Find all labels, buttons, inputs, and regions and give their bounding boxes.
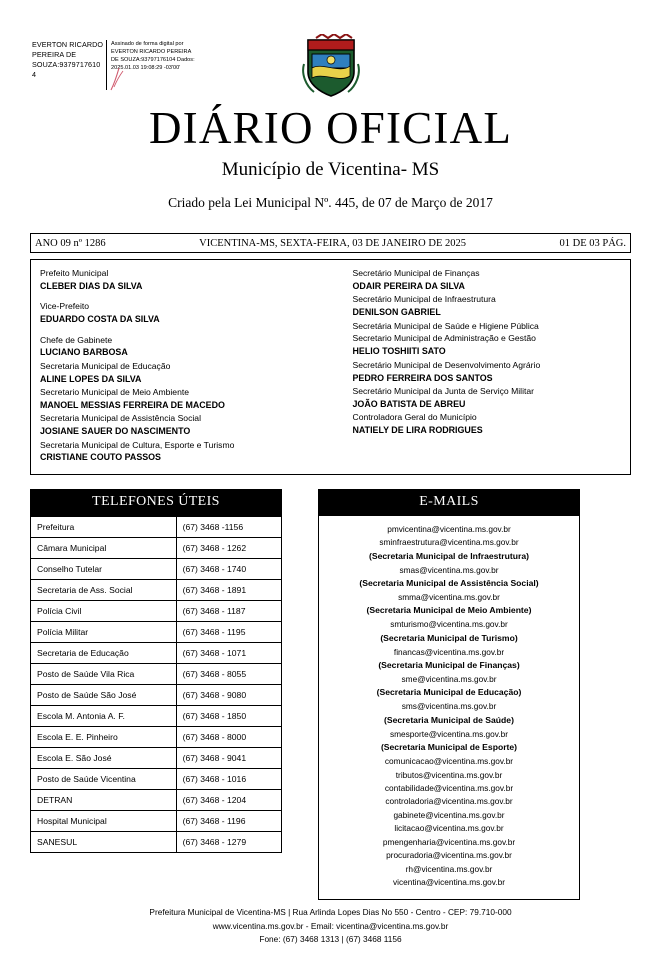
phone-number: (67) 3468 - 1187 (176, 600, 281, 621)
official-name: JOSIANE SAUER DO NASCIMENTO (40, 426, 191, 437)
official-role: Secretaria Municipal de Assistência Social (40, 413, 201, 424)
signature-divider (106, 40, 107, 90)
phone-number: (67) 3468 - 1016 (176, 768, 281, 789)
document-page (0, 34, 661, 969)
official-role: Secretário Municipal da Junta de Serviço Militar (352, 385, 535, 396)
municipal-crest-icon (302, 34, 360, 100)
emails-list (318, 516, 580, 901)
official-role: Vice-Prefeito (40, 301, 90, 312)
official-role: Secretario Municipal de Meio Ambiente (40, 387, 190, 397)
issue-date: VICENTINA-MS, SEXTA-FEIRA, 03 DE JANEIRO DE 2025 (199, 237, 467, 249)
phone-label: Posto de Saúde Vicentina (31, 768, 177, 789)
email-address[interactable]: controladoria@vicentina.ms.gov.br (385, 796, 513, 807)
email-address[interactable]: procuradoria@vicentina.ms.gov.br (386, 850, 512, 861)
phone-number: (67) 3468 - 1850 (176, 705, 281, 726)
phone-number: (67) 3468 - 9080 (176, 684, 281, 705)
email-address[interactable]: sminfraestrutura@vicentina.ms.gov.br (379, 537, 519, 548)
table-row (31, 663, 282, 684)
phone-label: Posto de Saúde Vila Rica (31, 663, 177, 684)
email-address[interactable]: vicentina@vicentina.ms.gov.br (392, 877, 506, 887)
phone-number: (67) 3468 - 1204 (176, 789, 281, 810)
email-address[interactable]: comunicacao@vicentina.ms.gov.br (384, 756, 514, 767)
table-row (31, 684, 282, 705)
email-address[interactable]: tributos@vicentina.ms.gov.br (395, 769, 503, 780)
page-title: DIÁRIO OFICIAL (148, 103, 513, 153)
official-name: HELIO TOSHIITI SATO (352, 346, 446, 357)
phone-number: (67) 3468 - 1195 (176, 621, 281, 642)
officials-box (30, 259, 631, 475)
official-name: MANOEL MESSIAS FERREIRA DE MACEDO (40, 399, 225, 410)
phone-label: Escola E. São José (31, 747, 177, 768)
table-row (31, 705, 282, 726)
phones-panel-title: TELEFONES ÚTEIS (30, 489, 282, 516)
email-address[interactable]: financas@vicentina.ms.gov.br (393, 646, 505, 657)
officials-left-column (40, 267, 331, 465)
emails-panel-title: E-MAILS (318, 489, 580, 516)
table-row (31, 831, 282, 852)
digital-signature-block (32, 40, 282, 90)
phone-number: (67) 3468 - 8055 (176, 663, 281, 684)
table-row (31, 642, 282, 663)
phone-number: (67) 3468 - 8000 (176, 726, 281, 747)
phone-number: (67) 3468 - 9041 (176, 747, 281, 768)
phone-label: DETRAN (31, 789, 177, 810)
email-address[interactable]: smas@vicentina.ms.gov.br (399, 564, 499, 575)
emails-panel (318, 489, 580, 901)
issue-bar (30, 233, 631, 253)
official-role: Secretaria Municipal de Educação (40, 360, 171, 371)
email-address[interactable]: smesporte@vicentina.ms.gov.br (389, 728, 509, 739)
table-row (31, 747, 282, 768)
phone-number: (67) 3468 - 1262 (176, 537, 281, 558)
official-role: Secretario Municipal de Administração e Gestão (352, 333, 536, 344)
phone-label: Hospital Municipal (31, 810, 177, 831)
official-role: Secretário Municipal de Infraestrutura (352, 294, 496, 305)
phone-label: Polícia Militar (31, 621, 177, 642)
official-role: Secretaria Municipal de Cultura, Esporte e Turismo (40, 439, 235, 450)
email-department-label: (Secretaria Municipal de Educação) (376, 687, 522, 698)
signature-name: EVERTON RICARDO PEREIRA DE SOUZA:93797176104 (32, 40, 104, 79)
official-name: JOÃO BATISTA DE ABREU (352, 398, 466, 409)
email-department-label: (Secretaria Municipal de Infraestrutura) (369, 550, 529, 561)
email-department-label: (Secretaria Municipal de Finanças) (378, 660, 520, 671)
phone-number: (67) 3468 -1156 (176, 516, 281, 537)
table-row (31, 789, 282, 810)
phone-label: Câmara Municipal (31, 537, 177, 558)
officials-right-column (331, 267, 622, 465)
official-name: NATIELY DE LIRA RODRIGUES (352, 425, 483, 436)
phone-number: (67) 3468 - 1196 (176, 810, 281, 831)
email-department-label: (Secretaria Municipal de Esporte) (380, 742, 518, 753)
email-address[interactable]: gabinete@vicentina.ms.gov.br (393, 809, 505, 820)
phone-label: Escola M. Antonia A. F. (31, 705, 177, 726)
phone-label: Secretaria de Ass. Social (31, 579, 177, 600)
email-department-label: (Secretaria Municipal de Turismo) (380, 632, 518, 643)
official-name: CLEBER DIAS DA SILVA (40, 280, 143, 291)
phone-number: (67) 3468 - 1279 (176, 831, 281, 852)
email-department-label: (Secretaria Municipal de Saúde) (384, 714, 514, 725)
table-row (31, 726, 282, 747)
phone-number: (67) 3468 - 1891 (176, 579, 281, 600)
phone-label: Conselho Tutelar (31, 558, 177, 579)
email-address[interactable]: sme@vicentina.ms.gov.br (401, 673, 497, 684)
official-name: PEDRO FERREIRA DOS SANTOS (352, 372, 493, 383)
official-role: Secretário Municipal de Finanças (352, 268, 480, 278)
official-name: CRISTIANE COUTO PASSOS (40, 452, 161, 463)
email-department-label: (Secretaria Municipal de Meio Ambiente) (366, 605, 532, 616)
email-address[interactable]: smma@vicentina.ms.gov.br (398, 591, 500, 602)
page-subtitle: Município de Vicentina- MS (221, 159, 440, 180)
useful-phones-panel (30, 489, 282, 901)
phone-number: (67) 3468 - 1071 (176, 642, 281, 663)
email-address[interactable]: licitacao@vicentina.ms.gov.br (394, 823, 504, 834)
phones-table (30, 516, 282, 853)
table-row (31, 558, 282, 579)
official-name: ODAIR PEREIRA DA SILVA (352, 280, 465, 291)
table-row (31, 810, 282, 831)
official-name: LUCIANO BARBOSA (40, 347, 128, 358)
table-row (31, 537, 282, 558)
phone-label: Prefeitura (31, 516, 177, 537)
signature-detail: Assinado de forma digital por EVERTON RICARDO PEREIRA DE SOUZA:93797176104 Dados: 2025.01.03 19:08:29 -03'00' (111, 41, 195, 72)
table-row (31, 768, 282, 789)
official-role: Secretário Municipal de Desenvolvimento Agrário (352, 359, 541, 370)
phone-label: Escola E. E. Pinheiro (31, 726, 177, 747)
page-footer (0, 906, 661, 947)
official-role: Chefe de Gabinete (40, 334, 113, 345)
table-row (31, 621, 282, 642)
table-row (31, 600, 282, 621)
email-address[interactable]: pmvicentina@vicentina.ms.gov.br (387, 523, 511, 534)
email-address[interactable]: sms@vicentina.ms.gov.br (401, 701, 497, 712)
footer-address: Prefeitura Municipal de Vicentina-MS | Rua Arlinda Lopes Dias No 550 - Centro - CEP: 79.710-000 (149, 906, 512, 917)
table-row (31, 516, 282, 537)
phone-label: Secretaria de Educação (31, 642, 177, 663)
table-row (31, 579, 282, 600)
creation-law-line: Criado pela Lei Municipal Nº. 445, de 07 de Março de 2017 (168, 195, 493, 210)
official-name: EDUARDO COSTA DA SILVA (40, 314, 160, 325)
email-address[interactable]: pmengenharia@vicentina.ms.gov.br (382, 836, 516, 847)
email-department-label: (Secretaria Municipal de Assistência Social) (359, 577, 539, 588)
official-role: Controladora Geral do Município (352, 412, 477, 423)
email-address[interactable]: contabilidade@vicentina.ms.gov.br (384, 782, 514, 793)
official-role: Secretária Municipal de Saúde e Higiene Pública (352, 320, 539, 331)
footer-website-email: www.vicentina.ms.gov.br - Email: vicentina@vicentina.ms.gov.br (212, 920, 449, 931)
phone-label: SANESUL (31, 831, 177, 852)
phone-label: Polícia Civil (31, 600, 177, 621)
info-panels (30, 489, 631, 901)
official-name: DENILSON GABRIEL (352, 307, 441, 318)
footer-phone: Fone: (67) 3468 1313 | (67) 3468 1156 (259, 934, 402, 945)
phone-label: Posto de Saúde São José (31, 684, 177, 705)
email-address[interactable]: rh@vicentina.ms.gov.br (405, 863, 493, 874)
official-role: Prefeito Municipal (40, 268, 109, 278)
email-address[interactable]: smturismo@vicentina.ms.gov.br (390, 619, 508, 630)
issue-pages: 01 DE 03 PÁG. (559, 237, 626, 249)
official-name: ALINE LOPES DA SILVA (40, 373, 142, 384)
phone-number: (67) 3468 - 1740 (176, 558, 281, 579)
issue-number: ANO 09 nº 1286 (35, 237, 106, 249)
